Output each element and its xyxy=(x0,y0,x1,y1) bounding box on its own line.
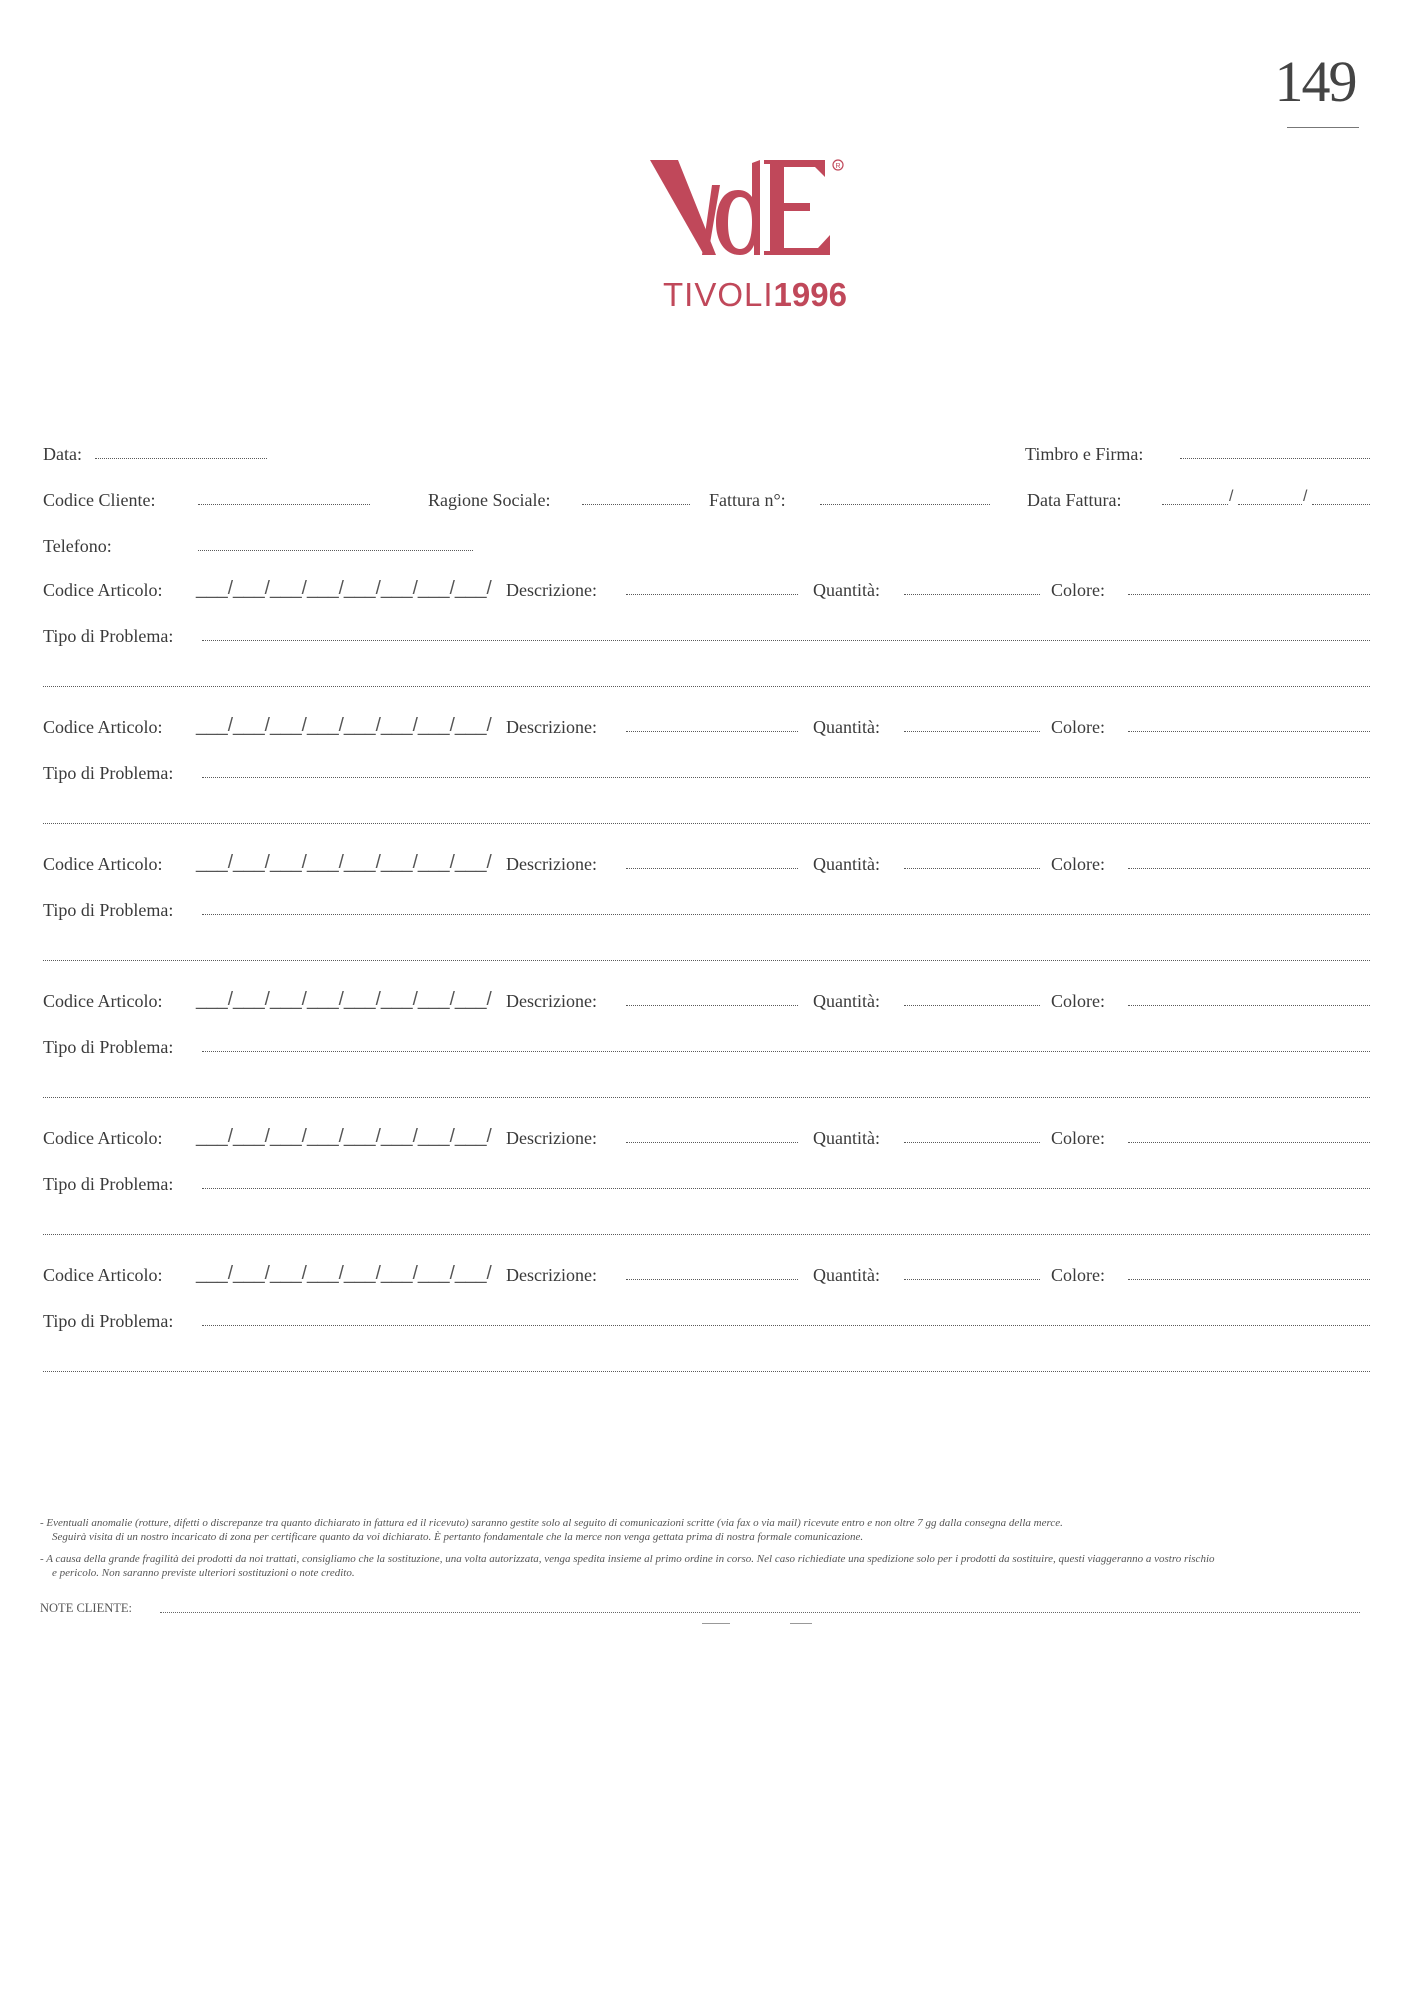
label-data: Data: xyxy=(43,444,82,464)
label-timbro-firma: Timbro e Firma: xyxy=(1025,444,1144,464)
brand-name-bold: 1996 xyxy=(773,276,847,313)
label-tipo-problema: Tipo di Problema: xyxy=(43,626,174,646)
field-tipo-problema-continued[interactable] xyxy=(43,1097,1370,1098)
label-descrizione: Descrizione: xyxy=(506,1128,597,1148)
field-data[interactable] xyxy=(95,458,267,459)
label-colore: Colore: xyxy=(1051,854,1105,874)
field-note-cliente[interactable] xyxy=(160,1612,1360,1613)
field-codice-articolo[interactable]: ___/___/___/___/___/___/___/___/ xyxy=(196,1263,492,1284)
label-codice-articolo: Codice Articolo: xyxy=(43,1265,163,1285)
field-tipo-problema[interactable] xyxy=(202,914,1370,915)
field-tipo-problema[interactable] xyxy=(202,1051,1370,1052)
field-quantita[interactable] xyxy=(904,731,1040,732)
vde-logo xyxy=(650,155,850,265)
label-codice-articolo: Codice Articolo: xyxy=(43,717,163,737)
footnote-1-line-2: Seguirà visita di un nostro incaricato di zona per certificare quanto da voi dichiarato. È pertanto fondamentale che la merce non venga gettata prima di nostra formale comunicazione. xyxy=(52,1531,864,1543)
field-descrizione[interactable] xyxy=(626,868,798,869)
field-colore[interactable] xyxy=(1128,1005,1370,1006)
field-colore[interactable] xyxy=(1128,1142,1370,1143)
label-colore: Colore: xyxy=(1051,717,1105,737)
field-tipo-problema-continued[interactable] xyxy=(43,686,1370,687)
footnote-2-line-1: - A causa della grande fragilità dei prodotti da noi trattati, consigliamo che la sostituzione, una volta autorizzata, venga spedita insieme al primo ordine in corso. Nel caso richiediate una spedizione solo per i prodotti da sostituire, questi viaggeranno a vostro rischio xyxy=(40,1553,1215,1565)
date-separator: / xyxy=(1229,488,1234,505)
label-codice-cliente: Codice Cliente: xyxy=(43,490,156,510)
field-data-fattura-giorno[interactable] xyxy=(1162,504,1228,505)
label-quantita: Quantità: xyxy=(813,854,880,874)
field-descrizione[interactable] xyxy=(626,1005,798,1006)
label-colore: Colore: xyxy=(1051,580,1105,600)
field-colore[interactable] xyxy=(1128,731,1370,732)
field-tipo-problema-continued[interactable] xyxy=(43,1234,1370,1235)
label-quantita: Quantità: xyxy=(813,1265,880,1285)
field-tipo-problema[interactable] xyxy=(202,640,1370,641)
label-tipo-problema: Tipo di Problema: xyxy=(43,763,174,783)
label-tipo-problema: Tipo di Problema: xyxy=(43,1037,174,1057)
field-tipo-problema[interactable] xyxy=(202,1325,1370,1326)
field-quantita[interactable] xyxy=(904,868,1040,869)
field-descrizione[interactable] xyxy=(626,1142,798,1143)
label-telefono: Telefono: xyxy=(43,536,112,556)
field-codice-articolo[interactable]: ___/___/___/___/___/___/___/___/ xyxy=(196,852,492,873)
page-number-rule xyxy=(1287,127,1359,128)
label-codice-articolo: Codice Articolo: xyxy=(43,1128,163,1148)
field-tipo-problema-continued[interactable] xyxy=(43,823,1370,824)
field-tipo-problema-continued[interactable] xyxy=(43,1371,1370,1372)
field-fattura[interactable] xyxy=(820,504,990,505)
label-codice-articolo: Codice Articolo: xyxy=(43,991,163,1011)
label-descrizione: Descrizione: xyxy=(506,717,597,737)
label-note-cliente: NOTE CLIENTE: xyxy=(40,1601,132,1615)
label-fattura: Fattura n°: xyxy=(709,490,786,510)
footnote-1-line-1: - Eventuali anomalie (rotture, difetti o discrepanze tra quanto dichiarato in fattura ed il ricevuto) saranno gestite solo al seguito di comunicazioni scritte (via fax o via mail) ricevute entro e non oltre 7 gg dalla consegna della merce. xyxy=(40,1517,1063,1529)
date-separator: / xyxy=(1303,488,1308,505)
page-number: 149 xyxy=(1274,49,1356,114)
footnote-1 xyxy=(40,1516,1370,1544)
field-quantita[interactable] xyxy=(904,1279,1040,1280)
field-telefono[interactable] xyxy=(198,550,473,551)
field-descrizione[interactable] xyxy=(626,731,798,732)
scan-mark xyxy=(702,1623,730,1624)
label-colore: Colore: xyxy=(1051,1265,1105,1285)
label-descrizione: Descrizione: xyxy=(506,991,597,1011)
label-data-fattura: Data Fattura: xyxy=(1027,490,1122,510)
label-quantita: Quantità: xyxy=(813,580,880,600)
label-quantita: Quantità: xyxy=(813,991,880,1011)
field-colore[interactable] xyxy=(1128,594,1370,595)
label-colore: Colore: xyxy=(1051,991,1105,1011)
brand-name-light: TIVOLI xyxy=(663,276,774,313)
field-ragione-sociale[interactable] xyxy=(582,504,690,505)
field-tipo-problema-continued[interactable] xyxy=(43,960,1370,961)
field-descrizione[interactable] xyxy=(626,1279,798,1280)
field-codice-articolo[interactable]: ___/___/___/___/___/___/___/___/ xyxy=(196,715,492,736)
label-descrizione: Descrizione: xyxy=(506,1265,597,1285)
field-timbro-firma[interactable] xyxy=(1180,458,1370,459)
footnote-2 xyxy=(40,1552,1370,1580)
field-tipo-problema[interactable] xyxy=(202,1188,1370,1189)
label-colore: Colore: xyxy=(1051,1128,1105,1148)
label-quantita: Quantità: xyxy=(813,1128,880,1148)
field-quantita[interactable] xyxy=(904,1005,1040,1006)
field-tipo-problema[interactable] xyxy=(202,777,1370,778)
field-quantita[interactable] xyxy=(904,1142,1040,1143)
scan-mark xyxy=(790,1623,812,1624)
label-tipo-problema: Tipo di Problema: xyxy=(43,1311,174,1331)
label-tipo-problema: Tipo di Problema: xyxy=(43,900,174,920)
field-codice-articolo[interactable]: ___/___/___/___/___/___/___/___/ xyxy=(196,578,492,599)
field-colore[interactable] xyxy=(1128,868,1370,869)
label-codice-articolo: Codice Articolo: xyxy=(43,580,163,600)
label-ragione-sociale: Ragione Sociale: xyxy=(428,490,551,510)
label-descrizione: Descrizione: xyxy=(506,580,597,600)
label-descrizione: Descrizione: xyxy=(506,854,597,874)
field-codice-cliente[interactable] xyxy=(198,504,370,505)
field-descrizione[interactable] xyxy=(626,594,798,595)
field-data-fattura-mese[interactable] xyxy=(1238,504,1302,505)
field-codice-articolo[interactable]: ___/___/___/___/___/___/___/___/ xyxy=(196,989,492,1010)
brand-name xyxy=(590,276,920,314)
svg-text:R: R xyxy=(835,163,841,170)
field-data-fattura-anno[interactable] xyxy=(1312,504,1370,505)
footnote-2-line-2: e pericolo. Non saranno previste ulteriori sostituzioni o note credito. xyxy=(52,1567,355,1579)
label-tipo-problema: Tipo di Problema: xyxy=(43,1174,174,1194)
field-quantita[interactable] xyxy=(904,594,1040,595)
field-codice-articolo[interactable]: ___/___/___/___/___/___/___/___/ xyxy=(196,1126,492,1147)
label-codice-articolo: Codice Articolo: xyxy=(43,854,163,874)
field-colore[interactable] xyxy=(1128,1279,1370,1280)
label-quantita: Quantità: xyxy=(813,717,880,737)
